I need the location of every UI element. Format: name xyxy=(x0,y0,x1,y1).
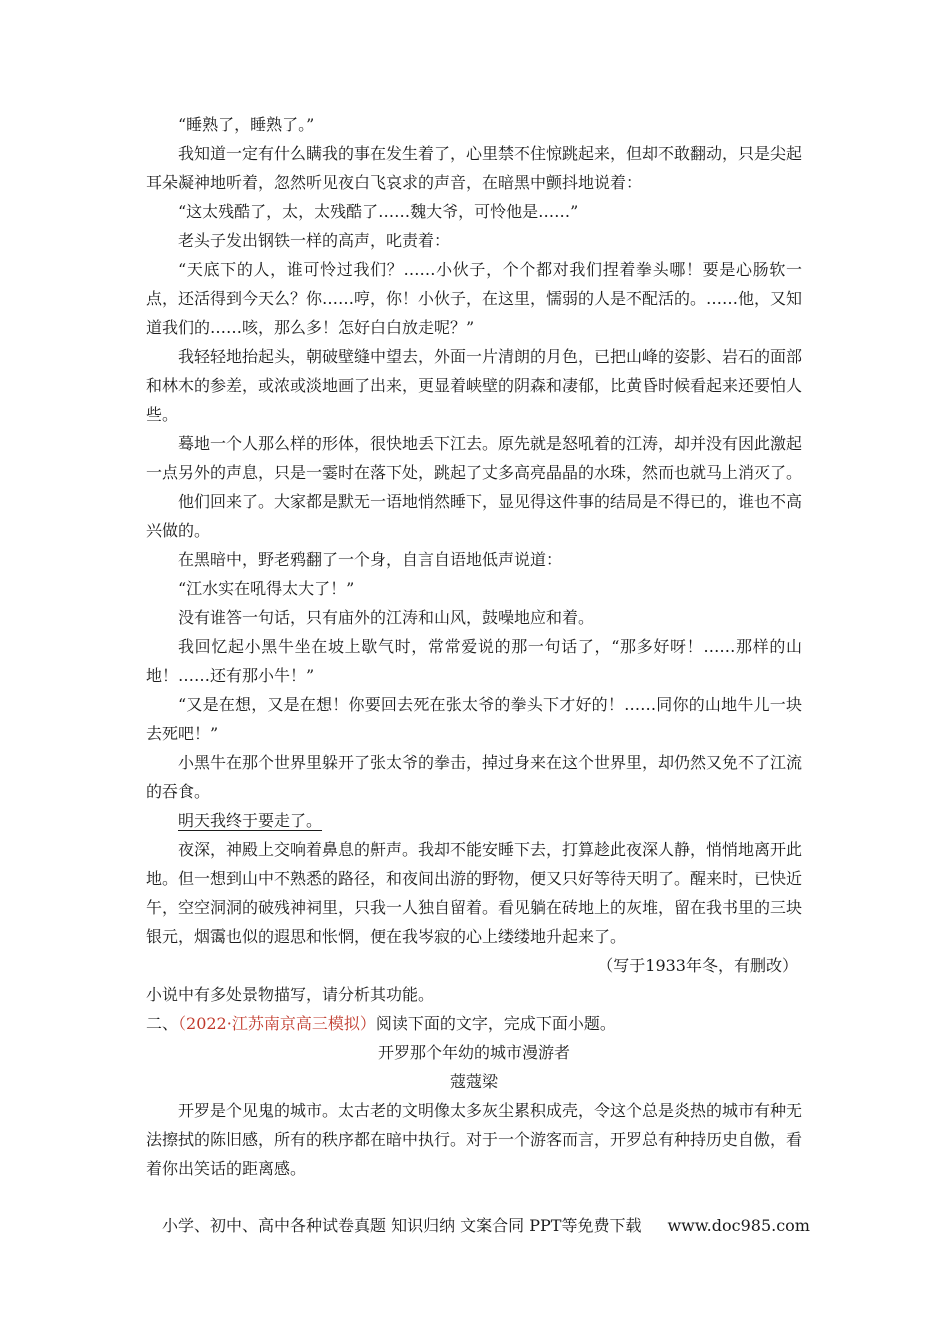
paragraph: 开罗是个见鬼的城市。太古老的文明像太多灰尘累积成壳，令这个总是炎热的城市有种无法擦拭的陈旧感，所有的秩序都在暗中执行。对于一个游客而言，开罗总有种持历史自傲，看着你出笑话的距离感。 xyxy=(146,1101,803,1178)
underlined-sentence-line xyxy=(146,806,802,835)
paragraph: 小黑牛在那个世界里躲开了张太爷的拳击，掉过身来在这个世界里，却仍然又免不了江流的吞食。 xyxy=(146,753,803,801)
paragraph: 在黑暗中，野老鸦翻了一个身，自言自语地低声说道： xyxy=(178,550,563,569)
document-body xyxy=(146,110,802,1183)
underlined-sentence: 明天我终于要走了。 xyxy=(178,811,323,830)
paragraph: 没有谁答一句话，只有庙外的江涛和山风，鼓噪地应和着。 xyxy=(178,608,595,627)
paragraph: 我轻轻地抬起头，朝破壁缝中望去，外面一片清朗的月色，已把山峰的姿影、岩石的面部和林木的参差，或浓或淡地画了出来，更显着峡壁的阴森和凄郁，比黄昏时候看起来还要怕人些。 xyxy=(146,347,803,424)
section-instruction: 阅读下面的文字，完成下面小题。 xyxy=(375,1014,616,1033)
paragraph: 夜深，神殿上交响着鼻息的鼾声。我却不能安睡下去，打算趁此夜深人静，悄悄地离开此地。但一想到山中不熟悉的路径，和夜间出游的野物，便又只好等待天明了。醒来时，已快近午，空空洞洞的破残神祠里，只我一人独自留着。看见躺在砖地上的灰堆，留在我书里的三块银元，烟霭也似的遐思和怅惘，便在我岑寂的心上缕缕地升起来了。 xyxy=(146,840,803,946)
footer-text: 小学、初中、高中各种试卷真题 知识归纳 文案合同 PPT等免费下载 xyxy=(162,1216,642,1235)
section-2-heading xyxy=(146,1009,802,1038)
footer-site: www.doc985.com xyxy=(667,1216,810,1235)
exam-source: （2022·江苏南京高三模拟） xyxy=(178,1014,376,1033)
article-author: 蔻蔻梁 xyxy=(449,1072,498,1091)
paragraph: “这太残酷了，太，太残酷了……魏大爷，可怜他是……” xyxy=(178,202,579,221)
paragraph: “又是在想，又是在想！你要回去死在张太爷的拳头下才好的！……同你的山地牛儿一块去死吧！” xyxy=(146,695,802,743)
paragraph: 他们回来了。大家都是默无一语地悄然睡下，显见得这件事的结局是不得已的，谁也不高兴做的。 xyxy=(146,492,803,540)
source-note: （写于1933年冬，有删改） xyxy=(597,956,798,975)
paragraph: 我回忆起小黑牛坐在坡上歇气时，常常爱说的那一句话了，“那多好呀！……那样的山地！……还有那小牛！” xyxy=(146,637,802,685)
paragraph: 我知道一定有什么瞒我的事在发生着了，心里禁不住惊跳起来，但却不敢翻动，只是尖起耳朵凝神地听着，忽然听见夜白飞哀求的声音，在暗黑中颤抖地说着： xyxy=(146,144,803,192)
paragraph: “江水实在吼得太大了！” xyxy=(178,579,355,598)
section-number: 二、 xyxy=(146,1014,179,1033)
question: 小说中有多处景物描写，请分析其功能。 xyxy=(146,985,435,1004)
article-title: 开罗那个年幼的城市漫游者 xyxy=(377,1043,570,1062)
paragraph: “天底下的人，谁可怜过我们？……小伙子，个个都对我们捏着拳头哪！要是心肠软一点，还活得到今天么？你……哼，你！小伙子，在这里，懦弱的人是不配活的。……他，又知道我们的……咳，那么多！怎好白白放走呢？” xyxy=(146,260,803,337)
paragraph: 老头子发出钢铁一样的高声，叱责着： xyxy=(178,231,451,250)
paragraph: 蓦地一个人那么样的形体，很快地丢下江去。原先就是怒吼着的江涛，却并没有因此激起一点另外的声息，只是一霎时在落下处，跳起了丈多高亮晶晶的水珠，然而也就马上消灭了。 xyxy=(146,434,803,482)
page-footer xyxy=(162,1213,810,1236)
paragraph: “睡熟了，睡熟了。” xyxy=(178,115,315,134)
